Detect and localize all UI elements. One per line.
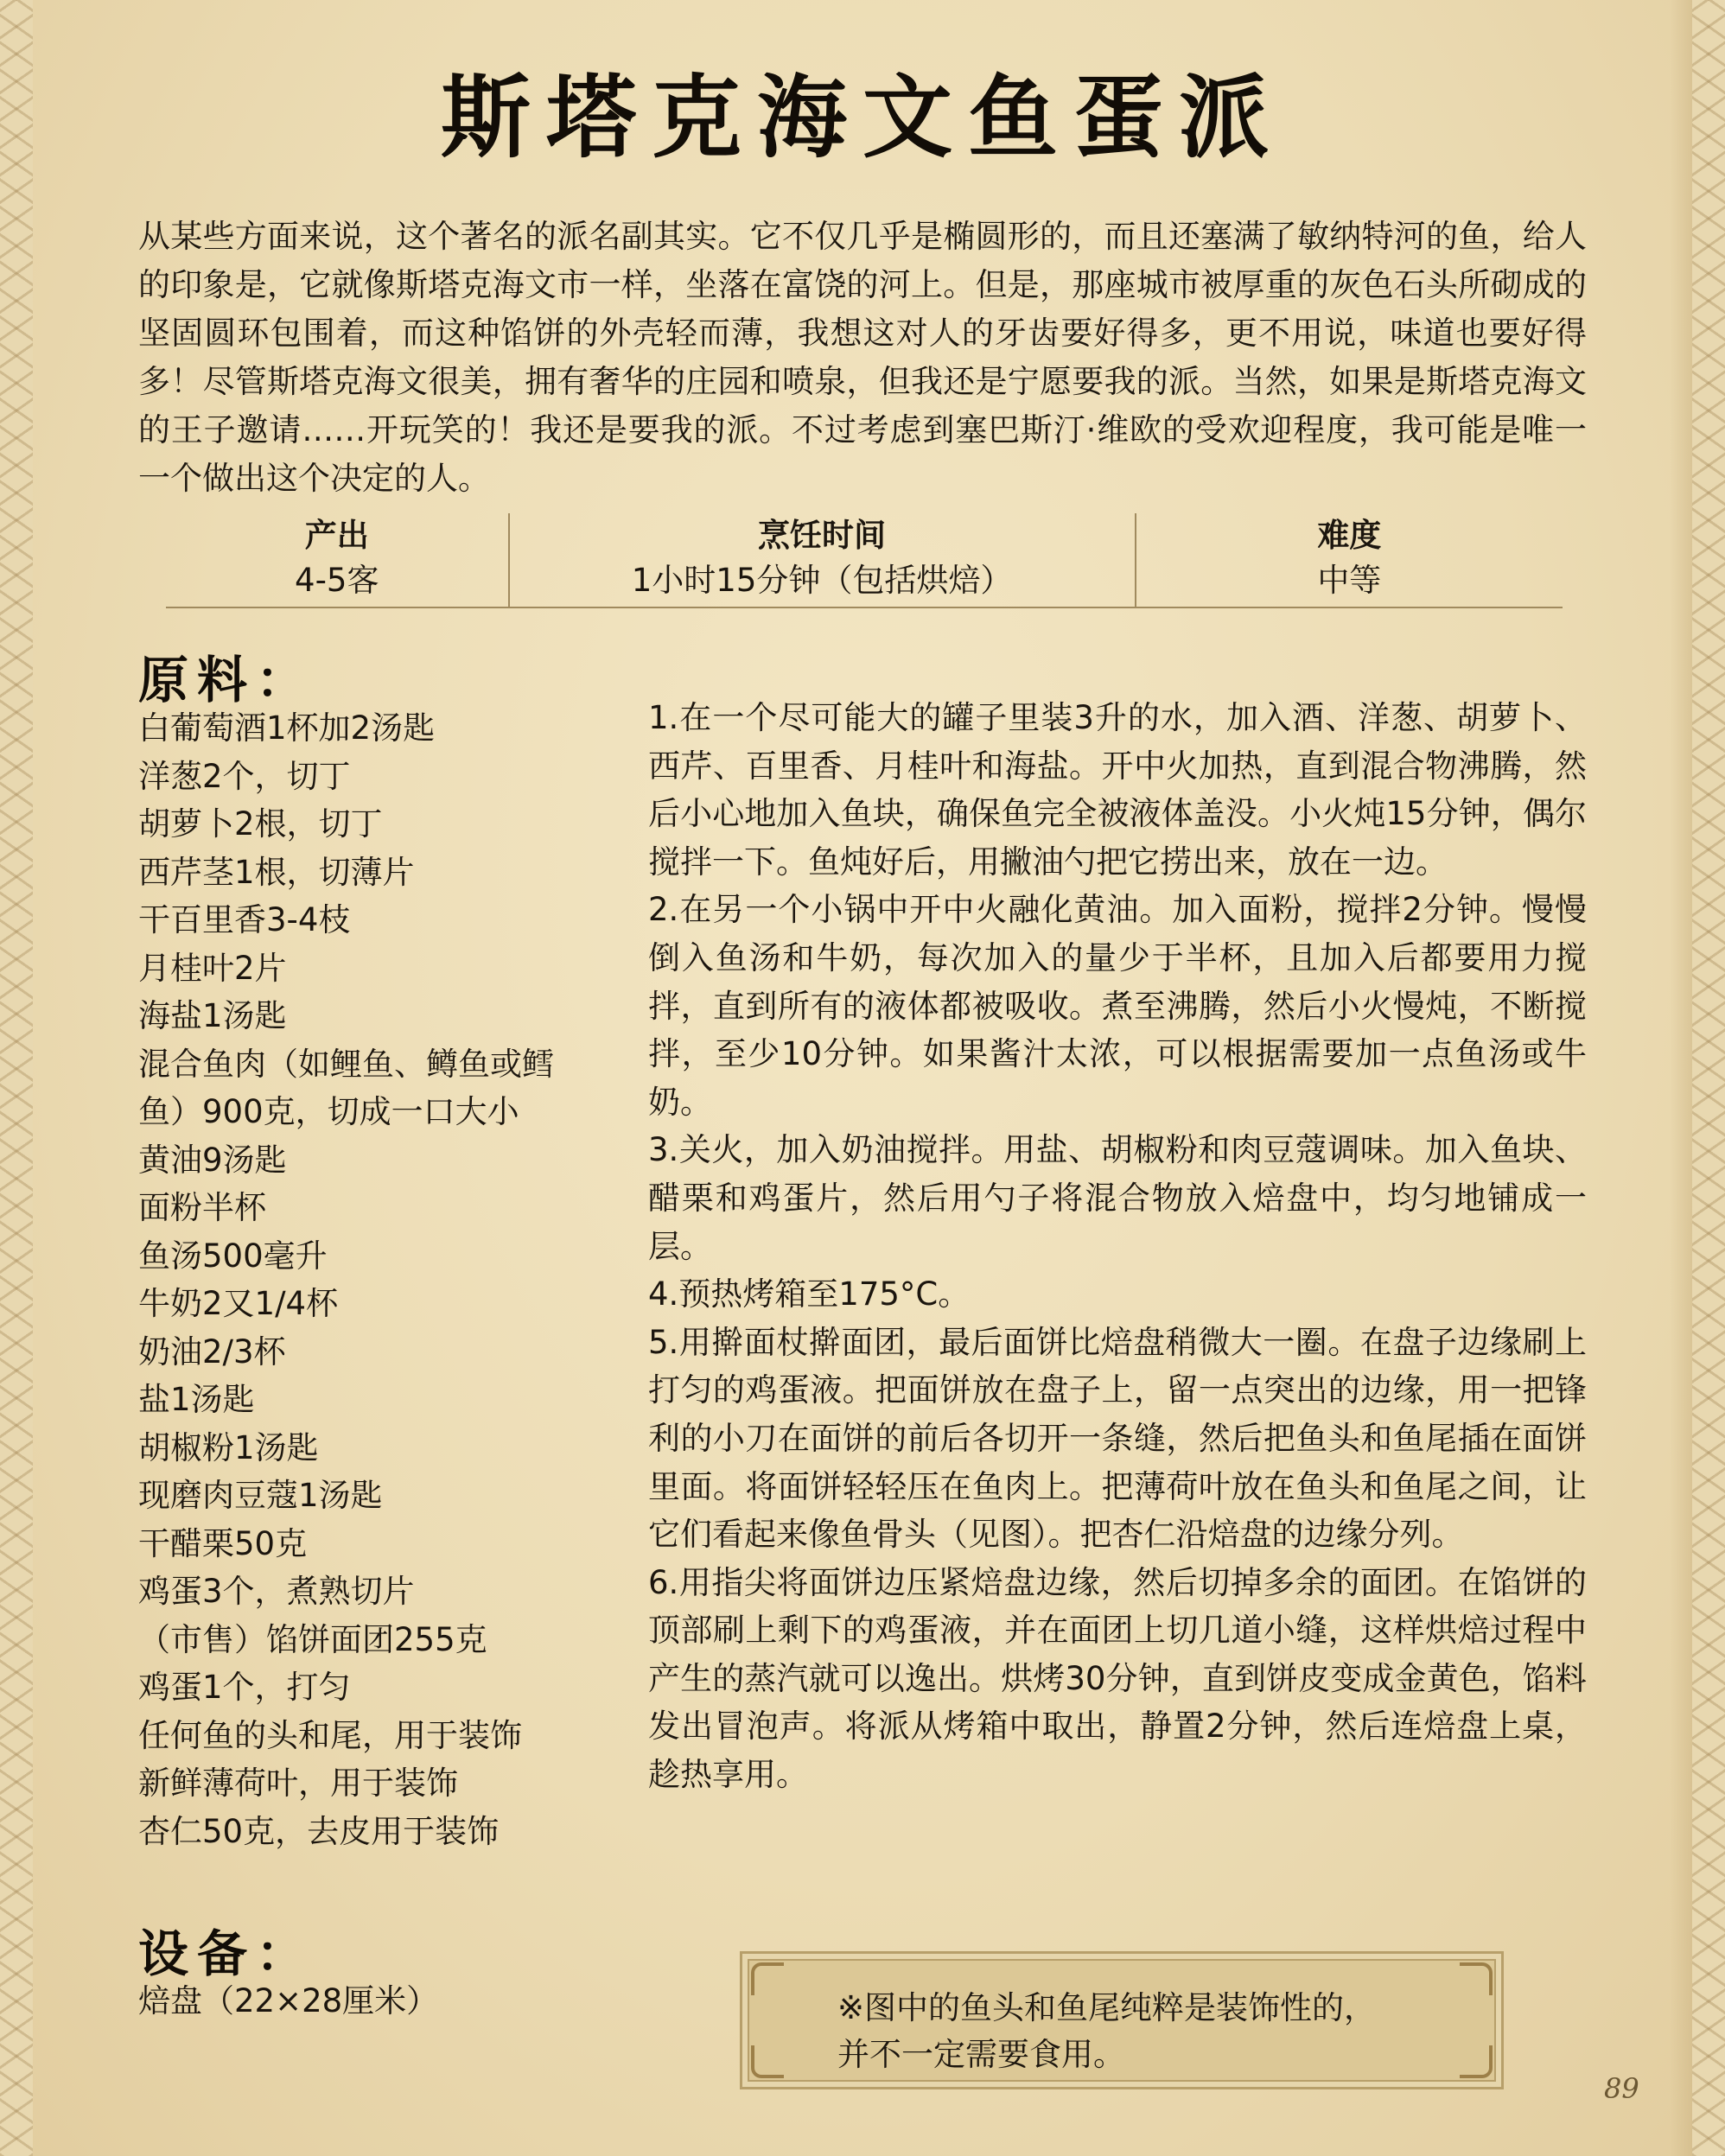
ingredient-item: 新鲜薄荷叶，用于装饰 — [138, 1765, 458, 1802]
ingredient-item: 鸡蛋1个，打匀 — [138, 1669, 351, 1706]
ingredient-item: 干醋栗50克 — [138, 1524, 308, 1562]
ingredient-item: 混合鱼肉（如鲤鱼、鳟鱼或鳕 — [138, 1045, 554, 1083]
ingredients-list — [138, 704, 622, 1855]
page-number: 89 — [1604, 2072, 1639, 2105]
step-6: 6.用指尖将面饼边压紧焙盘边缘，然后切掉多余的面团。在馅饼的顶部刷上剩下的鸡蛋液，并在面团上切几道小缝，这样烘焙过程中产生的蒸汽就可以逸出。烘烤30分钟，直到饼皮变成金黄色，馅料发出冒泡声。将派从烤箱中取出，静置2分钟，然后连焙盘上桌，趁热享用。 — [648, 1563, 1587, 1794]
ingredient-item: 任何鱼的头和尾，用于装饰 — [138, 1716, 522, 1754]
recipe-info-table — [166, 513, 1563, 608]
ingredient-item: 干百里香3-4枝 — [138, 901, 351, 938]
yield-column — [166, 513, 510, 607]
step-3: 3.关火，加入奶油搅拌。用盐、胡椒粉和肉豆蔻调味。加入鱼块、醋栗和鸡蛋片，然后用勺子将混合物放入焙盘中，均匀地铺成一层。 — [648, 1131, 1587, 1265]
ingredient-item: 白葡萄酒1杯加2汤匙 — [138, 709, 436, 747]
time-label: 烹饪时间 — [758, 517, 887, 554]
ingredient-item: 黄油9汤匙 — [138, 1141, 287, 1179]
ingredient-item: 月桂叶2片 — [138, 949, 287, 987]
instructions-list — [648, 694, 1587, 1799]
time-value: 1小时15分钟（包括烘焙） — [631, 562, 1013, 599]
recipe-title: 斯塔克海文鱼蛋派 — [440, 64, 1284, 170]
note-line: ※图中的鱼头和鱼尾纯粹是装饰性的， — [837, 1989, 1377, 2026]
ornament-corner-icon — [751, 1962, 784, 1995]
step-4: 4.预热烤箱至175°C。 — [648, 1275, 971, 1313]
intro-paragraph: 从某些方面来说，这个著名的派名副其实。它不仅几乎是椭圆形的，而且还塞满了敏纳特河的鱼，给人的印象是，它就像斯塔克海文市一样，坐落在富饶的河上。但是，那座城市被厚重的灰色石头所砌成的坚固圆环包围着，而这种馅饼的外壳轻而薄，我想这对人的牙齿要好得多，更不用说，味道也要好得多！尽管斯塔克海文很美，拥有奢华的庄园和喷泉，但我还是宁愿要我的派。当然，如果是斯塔克海文的王子邀请……开玩笑的！我还是要我的派。不过考虑到塞巴斯汀·维欧的受欢迎程度，我可能是唯一一个做出这个决定的人。 — [138, 218, 1587, 497]
ingredient-item: 鱼汤500毫升 — [138, 1237, 328, 1275]
difficulty-label: 难度 — [1317, 517, 1382, 554]
decorative-border-left — [0, 0, 33, 2156]
ingredient-item: 胡椒粉1汤匙 — [138, 1428, 319, 1466]
yield-label: 产出 — [304, 517, 369, 554]
ornament-corner-icon — [1460, 2045, 1493, 2078]
ingredient-item: （市售）馅饼面团255克 — [138, 1620, 487, 1658]
ornament-corner-icon — [751, 2045, 784, 2078]
ingredient-item: 鸡蛋3个，煮熟切片 — [138, 1573, 415, 1610]
note-text — [837, 1985, 1425, 2078]
step-5: 5.用擀面杖擀面团，最后面饼比焙盘稍微大一圈。在盘子边缘刷上打匀的鸡蛋液。把面饼放在盘子上，留一点突出的边缘，用一把锋利的小刀在面饼的前后各切开一条缝，然后把鱼头和鱼尾插在面饼里面。将面饼轻轻压在鱼肉上。把薄荷叶放在鱼头和鱼尾之间，让它们看起来像鱼骨头（见图）。把杏仁沿焙盘的边缘分列。 — [648, 1323, 1587, 1554]
ingredient-item: 牛奶2又1/4杯 — [138, 1285, 339, 1322]
ingredient-item: 胡萝卜2根，切丁 — [138, 805, 383, 843]
ingredient-item: 杏仁50克，去皮用于装饰 — [138, 1812, 500, 1850]
equipment-item: 焙盘（22×28厘米） — [138, 1982, 439, 2019]
difficulty-column — [1136, 513, 1563, 607]
decorative-border-shade — [1670, 0, 1692, 2156]
note-line: 并不一定需要食用。 — [837, 2036, 1125, 2073]
ingredient-item: 盐1汤匙 — [138, 1381, 255, 1418]
ingredient-item: 西芹茎1根，切薄片 — [138, 853, 415, 891]
ingredient-item: 海盐1汤匙 — [138, 997, 287, 1034]
ingredient-item: 面粉半杯 — [138, 1189, 266, 1226]
equipment-heading: 设备： — [138, 1924, 315, 1983]
time-column — [510, 513, 1136, 607]
step-1: 1.在一个尽可能大的罐子里装3升的水，加入酒、洋葱、胡萝卜、西芹、百里香、月桂叶和海盐。开中火加热，直到混合物沸腾，然后小心地加入鱼块，确保鱼完全被液体盖没。小火炖15分钟，偶尔搅拌一下。鱼炖好后，用撇油勺把它捞出来，放在一边。 — [648, 699, 1587, 881]
step-2: 2.在另一个小锅中开中火融化黄油。加入面粉，搅拌2分钟。慢慢倒入鱼汤和牛奶，每次加入的量少于半杯，且加入后都要用力搅拌，直到所有的液体都被吸收。煮至沸腾，然后小火慢炖，不断搅拌，至少10分钟。如果酱汁太浓，可以根据需要加一点鱼汤或牛奶。 — [648, 891, 1587, 1121]
ingredient-item: 奶油2/3杯 — [138, 1332, 286, 1371]
yield-value: 4-5客 — [295, 562, 379, 599]
ingredient-item: 鱼）900克，切成一口大小 — [138, 1093, 519, 1130]
ingredients-heading: 原料： — [138, 651, 315, 709]
decorative-border-right — [1692, 0, 1725, 2156]
ingredient-item: 洋葱2个，切丁 — [138, 757, 351, 795]
ingredient-item: 现磨肉豆蔻1汤匙 — [138, 1477, 383, 1514]
difficulty-value: 中等 — [1317, 562, 1382, 599]
ornament-corner-icon — [1460, 1962, 1493, 1995]
note-box — [740, 1951, 1504, 2089]
